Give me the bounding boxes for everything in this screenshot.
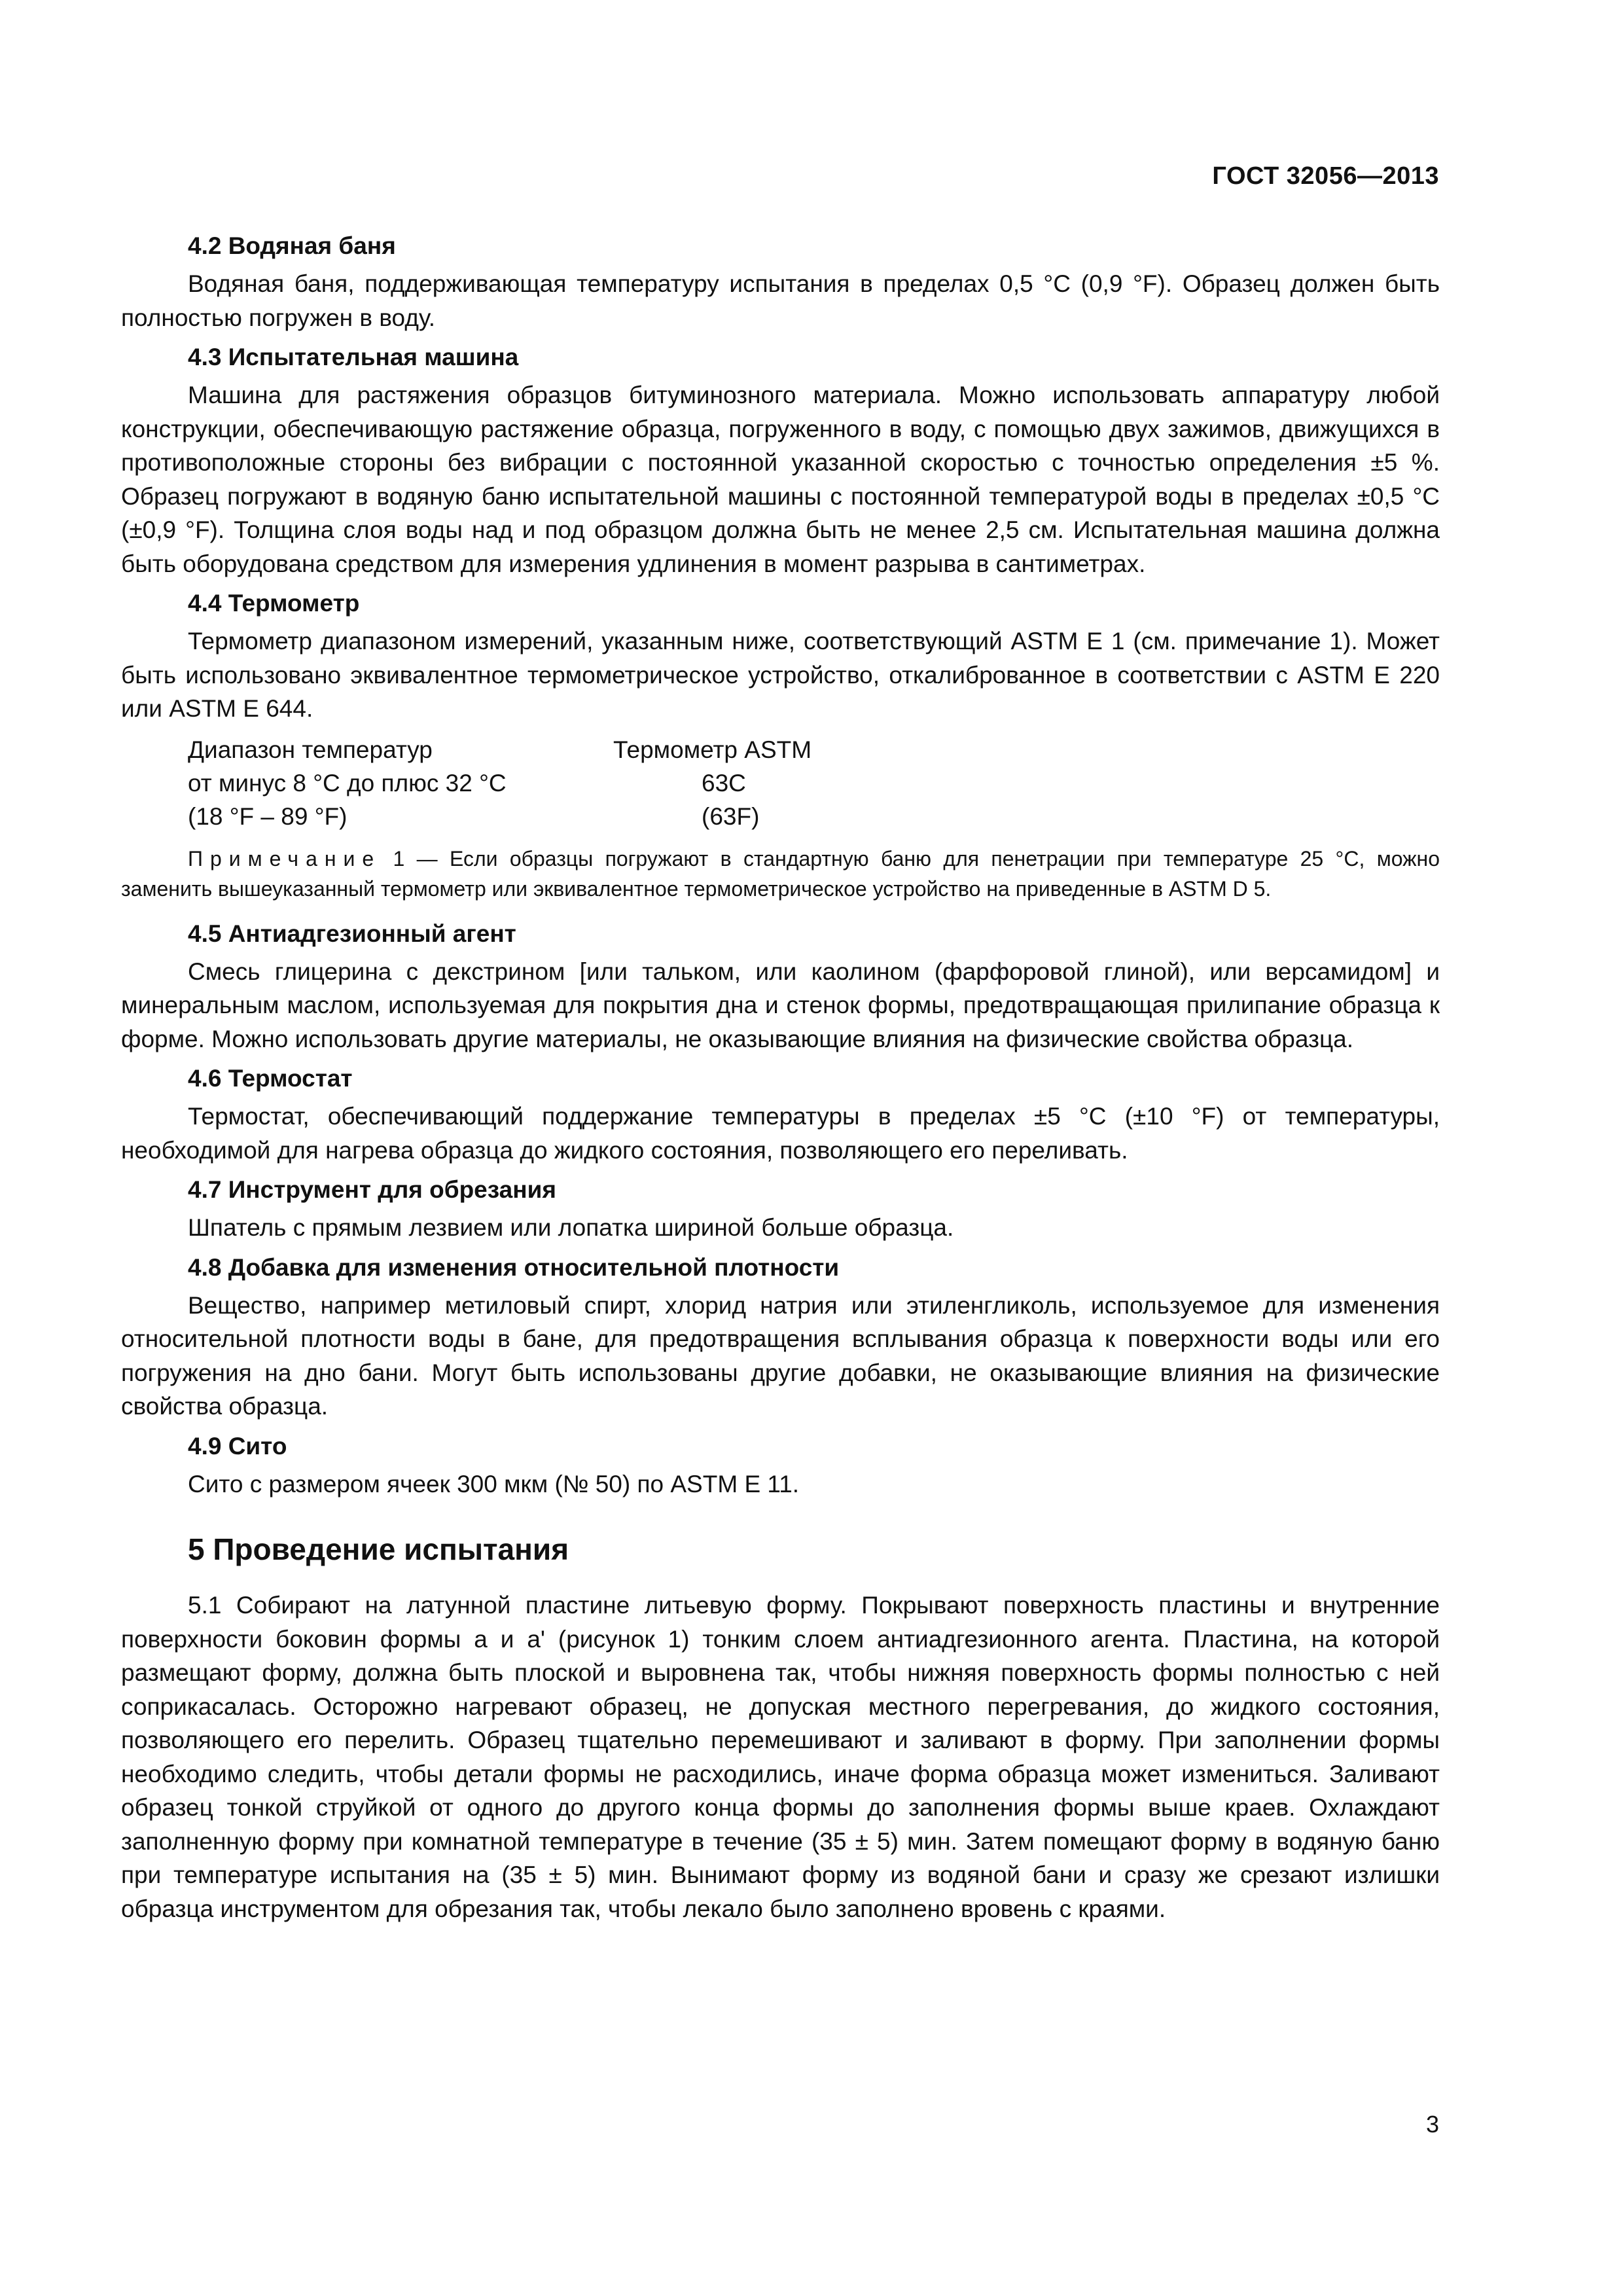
section-4-3-text: Машина для растяжения образцов битуминозного материала. Можно использовать аппаратуру любой конструкции, обеспечивающую растяжение образца, погруженного в воду, с помощью двух зажимов, движущихся в противоположные стороны без вибрации с постоянной указанной скоростью с точностью определения ±5 %. Образец погружают в водяную баню испытательной машины с постоянной температурой воды в пределах ±0,5 °С (±0,9 °F). Толщина слоя воды над и под образцом должна быть не менее 2,5 см. Испытательная машина должна быть оборудована средством для измерения удлинения в момент разрыва в сантиметрах. [121,382,1440,577]
section-4-4-text: Термометр диапазоном измерений, указанным ниже, соответствующий ASTM E 1 (см. примечание 1). Может быть использовано эквивалентное термометрическое устройство, откалиброванное в соответствии с ASTM E 220 или ASTM E 644. [121,628,1440,722]
section-4-4-title: 4.4 Термометр [188,590,360,617]
thermometer-table-header [188,733,1440,766]
section-4-2-title: 4.2 Водяная баня [188,232,396,259]
section-4-8-title: 4.8 Добавка для изменения относительной плотности [188,1253,840,1281]
section-4-5-title: 4.5 Антиадгезионный агент [188,920,516,947]
section-4-2-text: Водяная баня, поддерживающая температуру испытания в пределах 0,5 °С (0,9 °F). Образец должен быть полностью погружен в воду. [121,270,1440,331]
table-cell-thermometer: (63F) [702,802,760,830]
note-label: Примечание [188,846,382,870]
section-4-3-title: 4.3 Испытательная машина [188,344,519,370]
section-4-7-title: 4.7 Инструмент для обрезания [188,1176,556,1203]
page-content [121,230,1440,1933]
section-4-9-title: 4.9 Сито [188,1432,287,1460]
table-row [188,766,1440,800]
document-code: ГОСТ 32056—2013 [1212,162,1439,190]
table-cell-thermometer: 63С [702,769,746,797]
section-4-7-text: Шпатель с прямым лезвием или лопатка шириной больше образца. [188,1214,954,1241]
thermometer-table [188,733,1440,833]
section-4-6-title: 4.6 Термостат [188,1065,353,1092]
section-4-8-text: Вещество, например метиловый спирт, хлорид натрия или этиленгликоль, используемое для изменения относительной плотности воды в бане, для предотвращения всплывания образца к поверхности воды или его погружения на дно бани. Могут быть использованы другие добавки, не оказывающие влияния на физические свойства образца. [121,1291,1440,1420]
section-4-5-text: Смесь глицерина с декстрином [или тальком, или каолином (фарфоровой глиной), или версамидом] и минеральным маслом, используемая для покрытия дна и стенок формы, предотвращающая прилипание образца к форме. Можно использовать другие материалы, не оказывающие влияния на физические свойства образца. [121,958,1440,1052]
note-text: 1 — Если образцы погружают в стандартную баню для пенетрации при температуре 25 °С, можно заменить вышеуказанный термометр или эквивалентное термометрическое устройство на приведенные в ASTM D 5. [121,846,1440,901]
section-5-title: 5 Проведение испытания [188,1532,569,1566]
page-number: 3 [1425,2111,1439,2138]
table-cell-range: от минус 8 °С до плюс 32 °С [188,769,507,797]
section-4-6-text: Термостат, обеспечивающий поддержание температуры в пределах ±5 °С (±10 °F) от температуры, необходимой для нагрева образца до жидкого состояния, позволяющего его переливать. [121,1103,1440,1164]
table-row [188,800,1440,833]
note-1 [121,844,1440,904]
section-5-1-text: 5.1 Собирают на латунной пластине литьевую форму. Покрывают поверхность пластины и внутренние поверхности боковин формы a и a' (рисунок 1) тонким слоем антиадгезионного агента. Пластина, на которой размещают форму, должна быть плоской и выровнена так, чтобы нижняя поверхность формы полностью с ней соприкасалась. Осторожно нагревают образец, не допуская местного перегревания, до жидкого состояния, позволяющего его перелить. Образец тщательно перемешивают и заливают в форму. При заполнении формы необходимо следить, чтобы детали формы не расходились, иначе форма образца может измениться. Заливают образец тонкой струйкой от одного до другого конца формы до заполнения формы выше краев. Охлаждают заполненную форму при комнатной температуре в течение (35 ± 5) мин. Затем помещают форму в водяную баню при температуре испытания на (35 ± 5) мин. Вынимают форму из водяной бани и сразу же срезают излишки образца инструментом для обрезания так, чтобы лекало было заполнено вровень с краями. [121,1592,1440,1922]
table-header-thermometer: Термометр ASTM [613,736,812,763]
section-4-9-text: Сито с размером ячеек 300 мкм (№ 50) по ASTM E 11. [188,1470,800,1498]
table-header-range: Диапазон температур [188,736,433,763]
table-cell-range: (18 °F – 89 °F) [188,802,348,830]
